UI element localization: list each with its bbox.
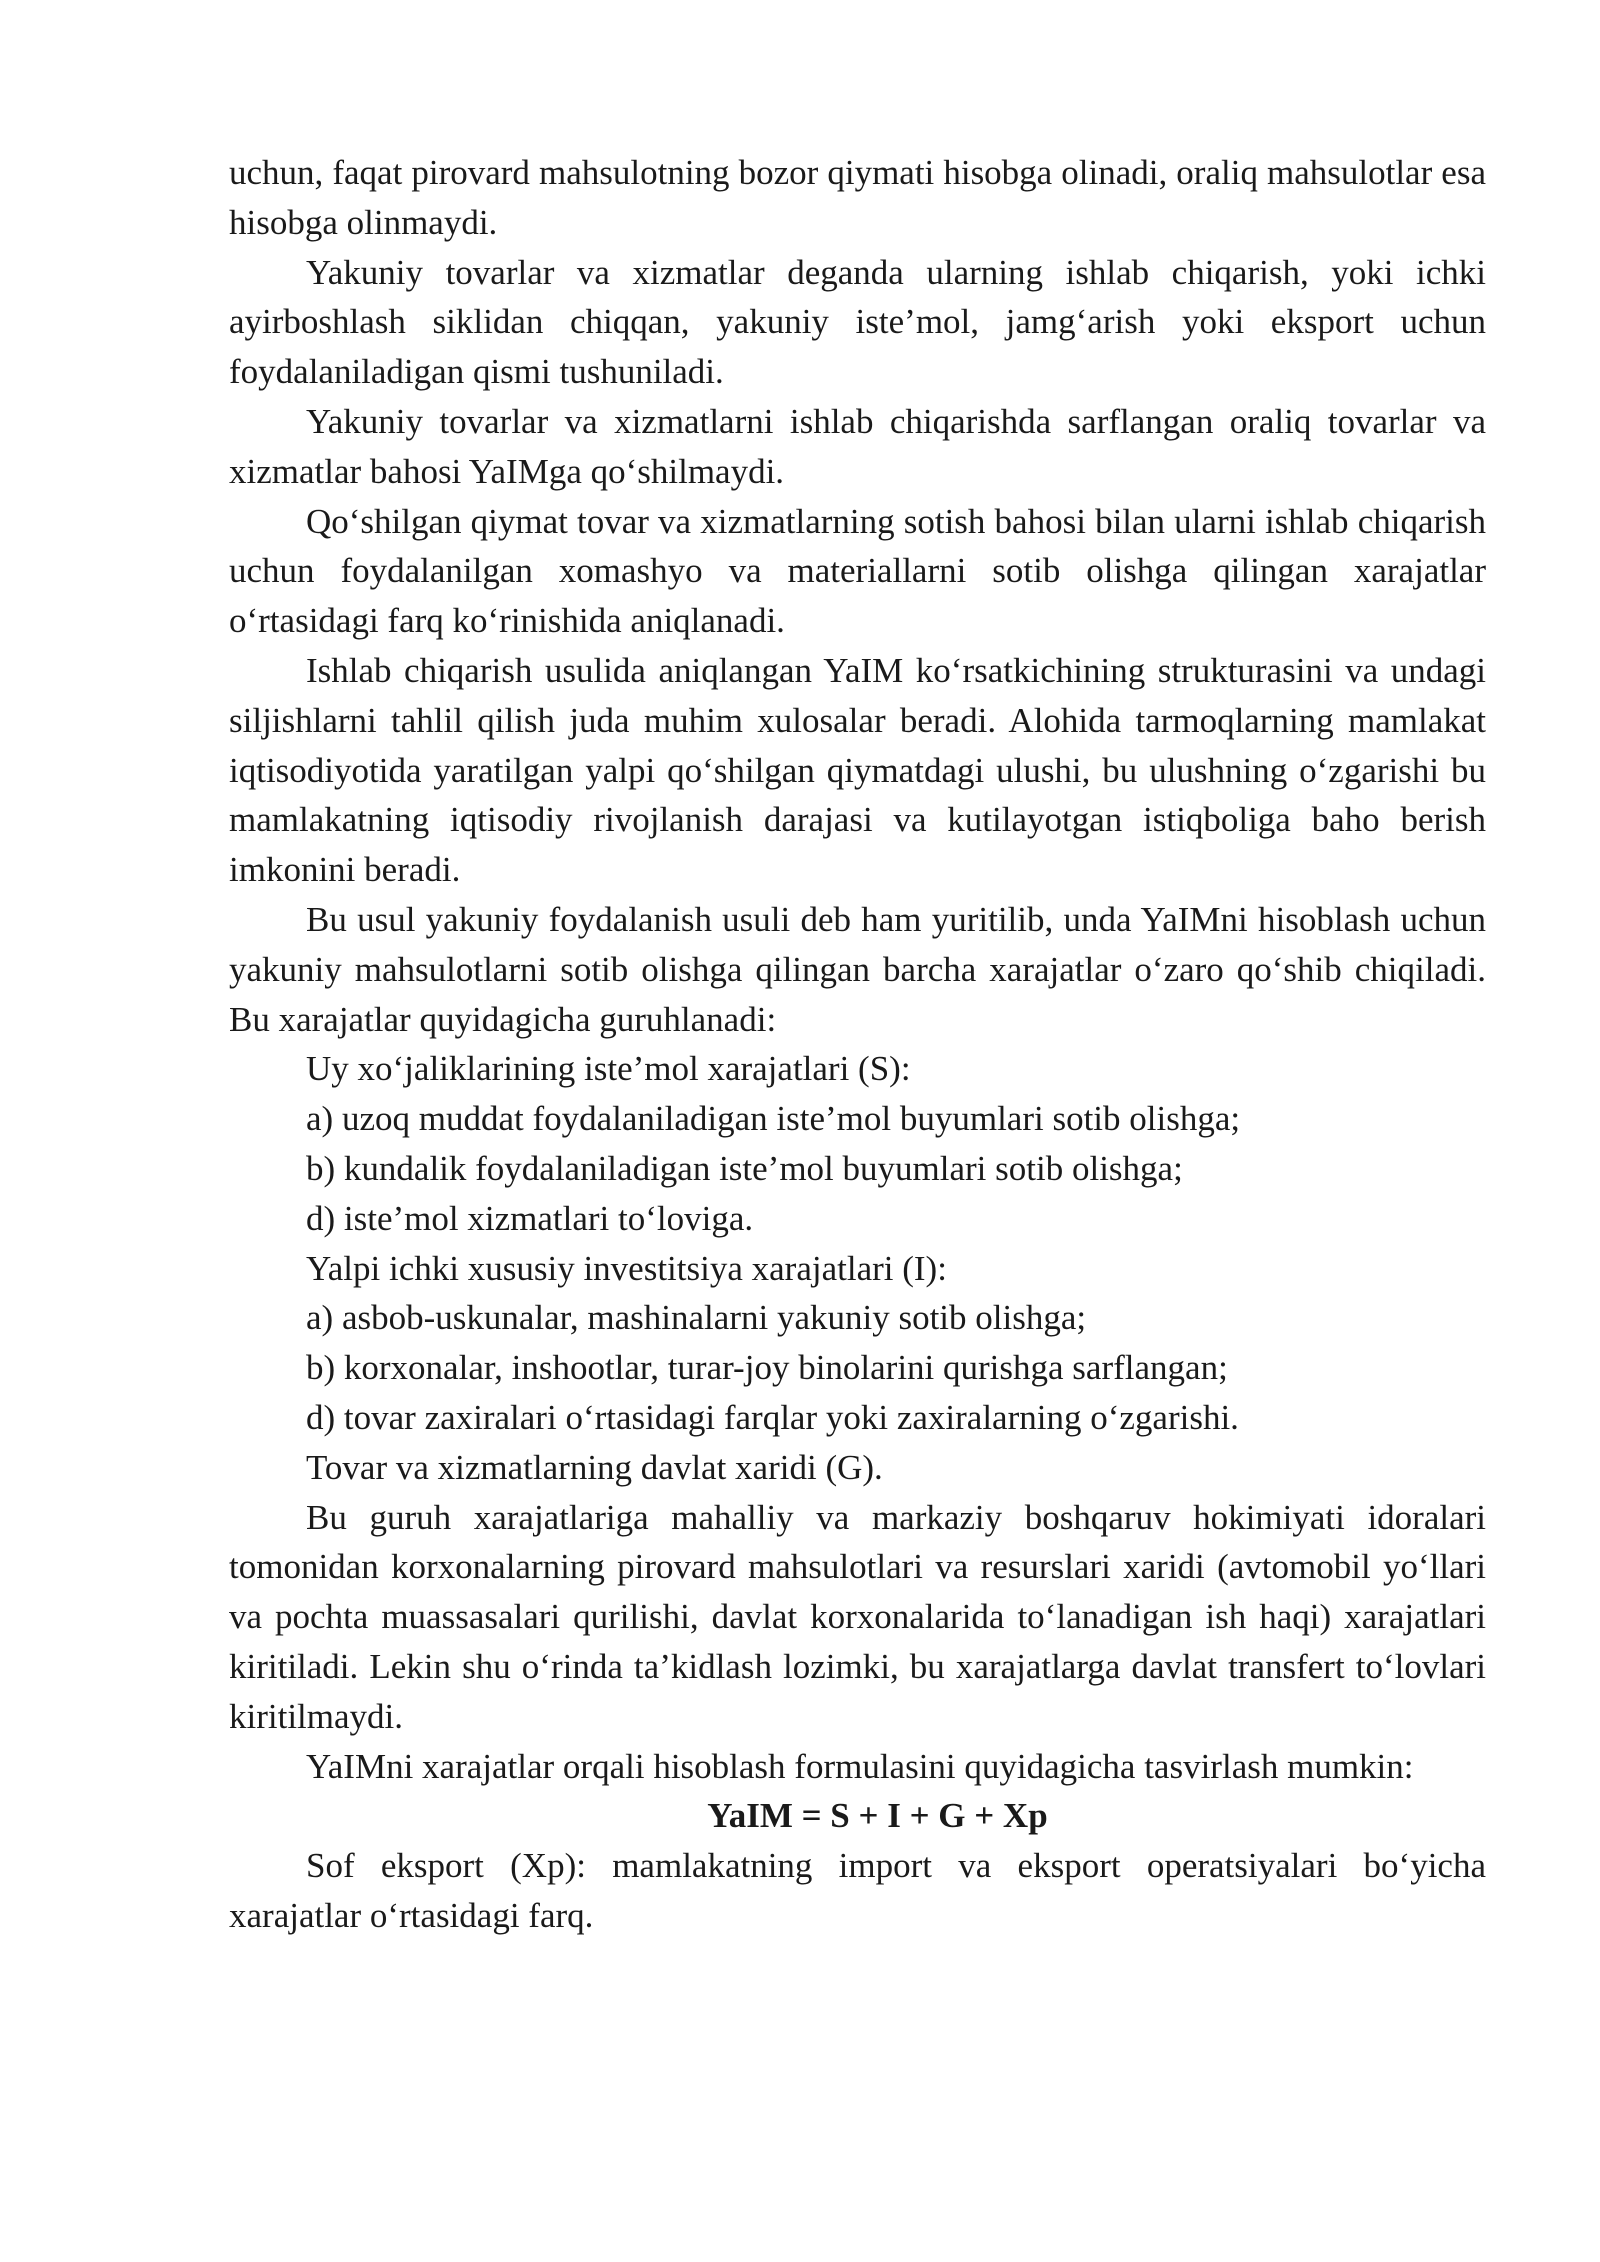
list-item-investment-b: b) korxonalar, inshootlar, turar-joy binolarini qurishga sarflangan; — [306, 1348, 1228, 1388]
list-item-consumption-d: d) iste’mol xizmatlari to‘loviga. — [306, 1198, 754, 1238]
gdp-formula: YaIM = S + I + G + Xp — [707, 1796, 1048, 1836]
list-heading-consumption: Uy xo‘jaliklarining iste’mol xarajatlari (S): — [306, 1049, 911, 1089]
list-item-consumption-a: a) uzoq muddat foydalaniladigan iste’mol buyumlari sotib olishga; — [306, 1099, 1241, 1139]
list-heading-investment: Yalpi ichki xususiy investitsiya xarajatlari (I): — [306, 1248, 947, 1288]
paragraph-value-added: Qo‘shilgan qiymat tovar va xizmatlarning sotish bahosi bilan ularni ishlab chiqarish uchun foydalanilgan xomashyo va materiallarni sotib olishga qilingan xarajatlar o‘rtasidagi farq ko‘rinishida aniqlanadi. — [229, 501, 1486, 641]
list-item-consumption-b: b) kundalik foydalaniladigan iste’mol buyumlari sotib olishga; — [306, 1148, 1183, 1188]
paragraph-government-purchases: Bu guruh xarajatlariga mahalliy va markaziy boshqaruv hokimiyati idoralari tomonidan korxonalarning pirovard mahsulotlari va resurslari xaridi (avtomobil yo‘llari va pochta muassasalari qurilishi, davlat korxonalarida to‘lanadigan ish haqi) xarajatlari kiritiladi. Lekin shu o‘rinda ta’kidlash lozimki, bu xarajatlarga davlat transfert to‘lovlari kiritilmaydi. — [229, 1497, 1486, 1736]
list-item-investment-d: d) tovar zaxiralari o‘rtasidagi farqlar yoki zaxiralarning o‘zgarishi. — [306, 1397, 1239, 1437]
paragraph-formula-intro: YaIMni xarajatlar orqali hisoblash formulasini quyidagicha tasvirlash mumkin: — [306, 1746, 1414, 1786]
document-page — [229, 148, 1486, 1941]
paragraph-net-export: Sof eksport (Xp): mamlakatning import va eksport operatsiyalari bo‘yicha xarajatlar o‘rtasidagi farq. — [229, 1846, 1486, 1935]
paragraph-expenditure-method: Bu usul yakuniy foydalanish usuli deb ham yuritilib, unda YaIMni hisoblash uchun yakuniy mahsulotlarni sotib olishga qilingan barcha xarajatlar o‘zaro qo‘shib chiqiladi. Bu xarajatlar quyidagicha guruhlanadi: — [229, 899, 1486, 1039]
paragraph-intro-continuation: uchun, faqat pirovard mahsulotning bozor qiymati hisobga olinadi, oraliq mahsulotlar esa hisobga olinmaydi. — [229, 153, 1486, 242]
paragraph-final-goods-definition: Yakuniy tovarlar va xizmatlar deganda ularning ishlab chiqarish, yoki ichki ayirboshlash siklidan chiqqan, yakuniy iste’mol, jamg‘arish yoki eksport uchun foydalaniladigan qismi tushuniladi. — [229, 252, 1486, 392]
list-heading-government: Tovar va xizmatlarning davlat xaridi (G). — [306, 1447, 883, 1487]
list-item-investment-a: a) asbob-uskunalar, mashinalarni yakuniy sotib olishga; — [306, 1298, 1087, 1338]
paragraph-intermediate-goods: Yakuniy tovarlar va xizmatlarni ishlab chiqarishda sarflangan oraliq tovarlar va xizmatlar bahosi YaIMga qo‘shilmaydi. — [229, 401, 1486, 491]
paragraph-production-method: Ishlab chiqarish usulida aniqlangan YaIM ko‘rsatkichining strukturasini va undagi siljishlarni tahlil qilish juda muhim xulosalar beradi. Alohida tarmoqlarning mamlakat iqtisodiyotida yaratilgan yalpi qo‘shilgan qiymatdagi ulushi, bu ulushning o‘zgarishi bu mamlakatning iqtisodiy rivojlanish darajasi va kutilayotgan istiqboliga baho berish imkonini beradi. — [229, 650, 1486, 890]
